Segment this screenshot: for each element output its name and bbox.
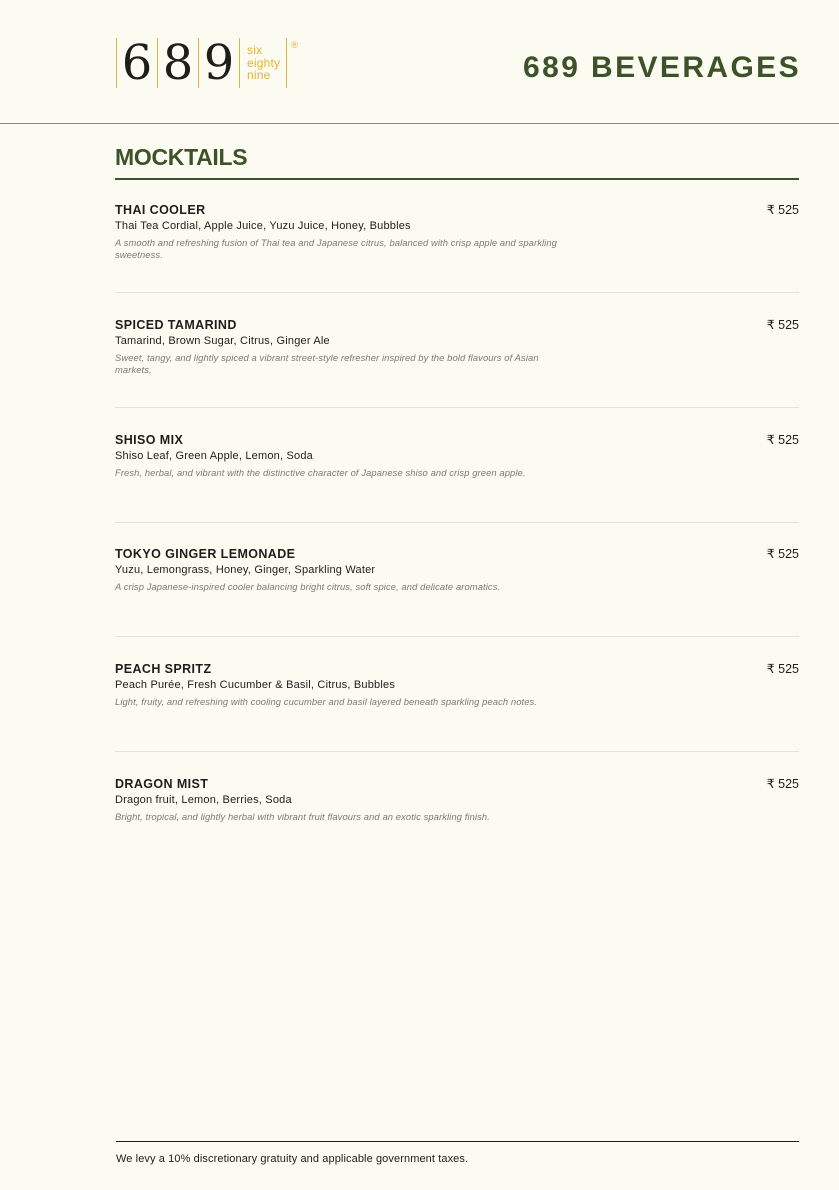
item-price: ₹ 525 <box>766 662 799 677</box>
footer-note: We levy a 10% discretionary gratuity and applicable government taxes. <box>116 1153 469 1165</box>
item-ingredients: Tamarind, Brown Sugar, Citrus, Ginger Ale <box>115 334 330 347</box>
item-description: Sweet, tangy, and lightly spiced a vibrant street-style refresher inspired by the bold flavours of Asian markets. <box>115 351 539 375</box>
item-ingredients: Yuzu, Lemongrass, Honey, Ginger, Sparkling Water <box>115 564 376 577</box>
logo-digit: 6 <box>121 35 153 91</box>
registered-mark: ® <box>291 40 298 50</box>
logo-wordmark <box>240 38 286 88</box>
item-divider <box>115 751 799 752</box>
item-name: DRAGON MIST <box>115 776 209 791</box>
menu-item <box>115 318 799 433</box>
item-ingredients: Dragon fruit, Lemon, Berries, Soda <box>115 793 292 806</box>
item-description: A smooth and refreshing fusion of Thai tea and Japanese citrus, balanced with crisp apple and sparkling sweetness. <box>115 237 557 260</box>
section-title: MOCKTAILS <box>115 144 248 170</box>
menu-item <box>115 547 799 662</box>
item-ingredients: Peach Purée, Fresh Cucumber & Basil, Citrus, Bubbles <box>115 679 396 692</box>
menu-item <box>115 203 799 318</box>
menu-item <box>115 433 799 548</box>
section-divider <box>115 178 799 180</box>
item-description: A crisp Japanese-inspired cooler balancing bright citrus, soft spice, and delicate aromatics. <box>115 581 501 593</box>
logo-digit: 9 <box>203 35 235 91</box>
logo-word: six <box>247 43 263 58</box>
item-price: ₹ 525 <box>766 776 799 791</box>
item-description: Light, fruity, and refreshing with cooling cucumber and basil layered beneath sparkling peach notes. <box>115 696 538 708</box>
logo-word: eighty <box>247 55 281 70</box>
item-name: SHISO MIX <box>115 432 184 447</box>
item-divider <box>115 636 799 637</box>
item-description: Bright, tropical, and lightly herbal with vibrant fruit flavours and an exotic sparkling finish. <box>115 810 490 822</box>
item-divider <box>115 292 799 293</box>
item-ingredients: Shiso Leaf, Green Apple, Lemon, Soda <box>115 449 313 462</box>
menu-item <box>115 777 799 892</box>
header-divider <box>0 123 839 124</box>
logo-digit: 8 <box>162 35 194 91</box>
item-price: ₹ 525 <box>766 317 799 332</box>
item-name: PEACH SPRITZ <box>115 662 212 677</box>
brand-logo <box>116 35 298 91</box>
item-price: ₹ 525 <box>766 203 799 217</box>
menu-list <box>115 203 799 892</box>
page-title: 689 BEVERAGES <box>523 51 801 84</box>
item-name: THAI COOLER <box>115 203 206 217</box>
item-name: TOKYO GINGER LEMONADE <box>115 547 296 562</box>
item-description: Fresh, herbal, and vibrant with the distinctive character of Japanese shiso and crisp green apple. <box>115 466 526 478</box>
item-divider <box>115 407 799 408</box>
item-price: ₹ 525 <box>766 547 799 562</box>
item-divider <box>115 522 799 523</box>
item-name: SPICED TAMARIND <box>115 317 237 332</box>
item-price: ₹ 525 <box>766 432 799 447</box>
menu-item <box>115 662 799 777</box>
logo-word: nine <box>247 68 271 83</box>
footer-divider <box>116 1141 799 1142</box>
item-ingredients: Thai Tea Cordial, Apple Juice, Yuzu Juice, Honey, Bubbles <box>115 220 411 232</box>
